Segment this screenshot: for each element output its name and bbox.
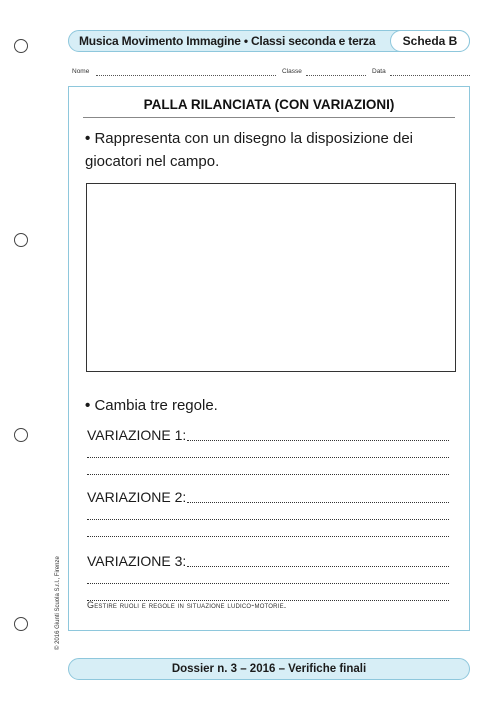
binder-hole-lower-middle [14,428,28,442]
instruction-rules [85,397,218,414]
header-title: Musica Movimento Immagine • Classi seconda e terza [79,34,376,48]
bullet-1: • [85,130,91,147]
instruction-drawing-text: Rappresenta con un disegno la disposizione dei giocatori nel campo. [85,130,413,170]
variation-label-2: VARIAZIONE 2: [87,489,187,505]
classe-line[interactable] [306,75,366,76]
classe-label: Classe [282,68,302,75]
binder-hole-bottom [14,617,28,631]
footer-bar: Dossier n. 3 – 2016 – Verifiche finali [68,658,470,680]
bullet-2: • [85,397,91,414]
learning-objective-note: Gestire ruoli e regole in situazione ludico-motorie. [87,600,287,610]
variation-1-line-1[interactable] [187,440,449,441]
title-divider [83,117,455,118]
scheda-badge: Scheda B [390,30,470,52]
variation-2-line-3[interactable] [87,536,449,537]
drawing-area[interactable] [86,183,456,372]
data-label: Data [372,68,386,75]
variation-label-3: VARIAZIONE 3: [87,553,187,569]
copyright-text: © 2016 Giunti Scuola S.r.l., Firenze [55,556,61,650]
nome-label: Nome [72,68,90,75]
variation-block-1 [87,427,449,477]
variation-block-2 [87,489,449,539]
student-fields-row [72,66,472,78]
binder-hole-top [14,39,28,53]
variation-2-line-2[interactable] [87,519,449,520]
variation-1-line-2[interactable] [87,457,449,458]
instruction-drawing [85,127,455,173]
variation-label-1: VARIAZIONE 1: [87,427,187,443]
binder-hole-upper-middle [14,233,28,247]
worksheet-box [68,86,470,631]
instruction-rules-text: Cambia tre regole. [94,397,218,414]
variation-3-line-2[interactable] [87,583,449,584]
variation-1-line-3[interactable] [87,474,449,475]
data-line[interactable] [390,75,470,76]
variation-block-3 [87,553,449,603]
variation-3-line-1[interactable] [187,566,449,567]
nome-line[interactable] [96,75,276,76]
header-bar [68,30,470,52]
worksheet-title: PALLA RILANCIATA (CON VARIAZIONI) [143,97,395,112]
variation-2-line-1[interactable] [187,502,449,503]
